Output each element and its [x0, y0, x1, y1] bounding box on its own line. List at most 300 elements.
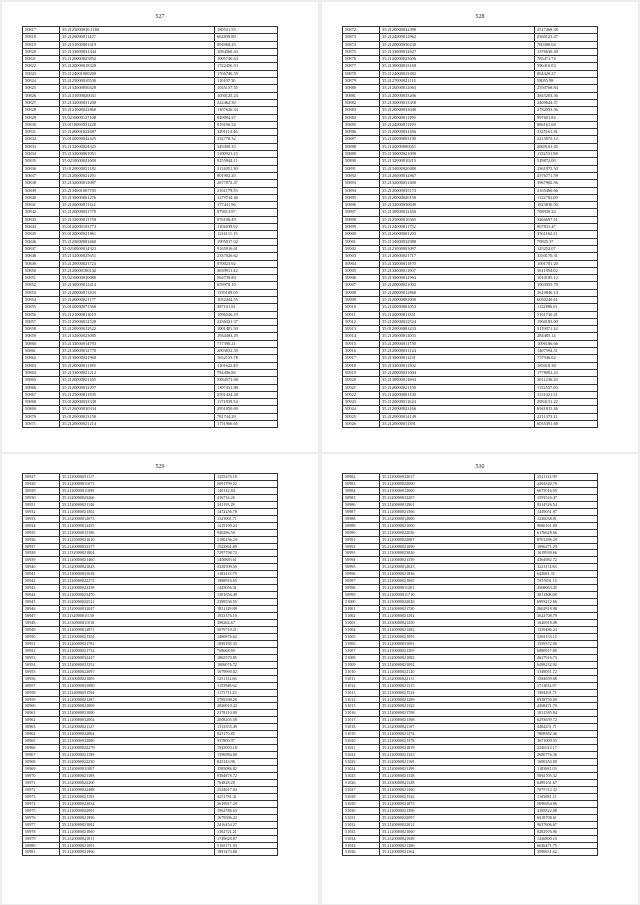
- table-row: [343, 828, 598, 835]
- amount-cell: 864420.27: [535, 70, 598, 77]
- reference-cell: 35.0120000021861: [60, 231, 215, 238]
- amount-cell: 1279734.46: [215, 194, 278, 201]
- amount-cell: 2389536.55: [215, 599, 278, 606]
- table-row: [23, 275, 278, 282]
- row-id-cell: 51027: [343, 786, 380, 793]
- reference-cell: 35.2120000011090: [60, 487, 215, 494]
- row-id-cell: 50823: [23, 70, 60, 77]
- reference-cell: 35.2120000012860: [380, 289, 535, 296]
- amount-cell: 4251781.41: [215, 793, 278, 800]
- amount-cell: 564739.80: [215, 275, 278, 282]
- table-row: [343, 571, 598, 578]
- row-id-cell: 50996: [343, 571, 380, 578]
- table-row: [23, 807, 278, 814]
- table-row: [23, 821, 278, 828]
- reference-cell: 35.2120000011624: [380, 399, 535, 406]
- amount-cell: 1445056.31: [215, 585, 278, 592]
- amount-cell: 1052444.55: [215, 296, 278, 303]
- reference-cell: 35.2120000022111: [380, 675, 535, 682]
- table-row: [23, 326, 278, 333]
- amount-cell: 79825.37: [535, 238, 598, 245]
- table-row: [23, 41, 278, 48]
- amount-cell: 177441.96: [215, 202, 278, 209]
- amount-cell: 6893212.66: [535, 599, 598, 606]
- amount-cell: 5263133.12: [535, 633, 598, 640]
- table-row: [343, 238, 598, 245]
- table-row: [343, 613, 598, 620]
- row-id-cell: 50859: [23, 333, 60, 340]
- row-id-cell: 51006: [343, 640, 380, 647]
- reference-cell: 35.2120000022230: [60, 759, 215, 766]
- reference-cell: 35.2120000021069: [60, 703, 215, 710]
- reference-cell: 35.2130000011694: [380, 377, 535, 384]
- row-id-cell: 51002: [343, 613, 380, 620]
- table-row: [343, 129, 598, 136]
- table-row: [23, 202, 278, 209]
- amount-cell: 3845203.36: [535, 92, 598, 99]
- reference-cell: 35.2120000021906: [60, 849, 215, 856]
- row-id-cell: 50866: [23, 384, 60, 391]
- reference-cell: 35.2130000021328: [380, 779, 535, 786]
- data-table: [22, 473, 278, 856]
- table-row: [23, 180, 278, 187]
- amount-cell: 110107.30: [215, 78, 278, 85]
- table-row: [343, 536, 598, 543]
- table-row: [343, 731, 598, 738]
- table-row: [343, 647, 598, 654]
- table-row: [343, 759, 598, 766]
- reference-cell: 35.2120000022000: [380, 480, 535, 487]
- table-row: [23, 63, 278, 70]
- amount-cell: 1923376.10: [215, 613, 278, 620]
- row-id-cell: 50975: [23, 807, 60, 814]
- amount-cell: 1031585.84: [535, 710, 598, 717]
- amount-cell: 5161730.41: [535, 311, 598, 318]
- row-id-cell: 50903: [343, 253, 380, 260]
- amount-cell: 1994201.71: [535, 689, 598, 696]
- row-id-cell: 50846: [23, 238, 60, 245]
- reference-cell: 35.2130000021090: [380, 151, 535, 158]
- reference-cell: 35.2120000011203: [60, 289, 215, 296]
- amount-cell: 6958750.00: [535, 696, 598, 703]
- data-table: [342, 473, 598, 856]
- table-row: [343, 107, 598, 114]
- row-id-cell: 50836: [23, 165, 60, 172]
- table-row: [23, 391, 278, 398]
- table-row: [343, 849, 598, 856]
- table-row: [343, 494, 598, 501]
- row-id-cell: 50819: [23, 41, 60, 48]
- table-row: [343, 282, 598, 289]
- reference-cell: 35.2120000012871: [60, 626, 215, 633]
- row-id-cell: 51020: [343, 738, 380, 745]
- row-id-cell: 50863: [23, 362, 60, 369]
- amount-cell: 1307626.34: [215, 107, 278, 114]
- reference-cell: 35.2120000012025: [380, 564, 535, 571]
- amount-cell: 768939.24: [535, 209, 598, 216]
- row-id-cell: 50910: [343, 304, 380, 311]
- amount-cell: 58055.98: [535, 78, 598, 85]
- document-page: [2, 454, 318, 904]
- table-row: [23, 689, 278, 696]
- reference-cell: 35.2130000013168: [380, 63, 535, 70]
- row-id-cell: 50989: [343, 522, 380, 529]
- document-page: [322, 2, 638, 452]
- table-row: [23, 766, 278, 773]
- table-row: [343, 766, 598, 773]
- reference-cell: 35.2131000020041: [60, 92, 215, 99]
- table-row: [343, 515, 598, 522]
- reference-cell: 35.2130000012450: [380, 209, 535, 216]
- amount-cell: 901902.20: [215, 172, 278, 179]
- row-id-cell: 50868: [23, 399, 60, 406]
- table-row: [343, 550, 598, 557]
- amount-cell: 5092705.32: [535, 772, 598, 779]
- reference-cell: 35.2120000032047: [60, 606, 215, 613]
- amount-cell: 1122781.09: [535, 194, 598, 201]
- amount-cell: 222462.30: [215, 99, 278, 106]
- table-row: [23, 318, 278, 325]
- row-id-cell: 50844: [23, 224, 60, 231]
- amount-cell: 1449051.97: [535, 508, 598, 515]
- amount-cell: 1593516.47: [535, 494, 598, 501]
- table-row: [23, 752, 278, 759]
- amount-cell: 3639911.42: [215, 267, 278, 274]
- table-row: [343, 620, 598, 627]
- reference-cell: 35.2134000032988: [380, 238, 535, 245]
- amount-cell: 2161179.55: [215, 187, 278, 194]
- row-id-cell: 51017: [343, 717, 380, 724]
- reference-cell: 35.2120000031779: [60, 209, 215, 216]
- reference-cell: 35.2120000011071: [60, 480, 215, 487]
- table-row: [23, 187, 278, 194]
- table-row: [343, 599, 598, 606]
- amount-cell: 1105081.11: [535, 793, 598, 800]
- reference-cell: 35.2120000032390: [380, 27, 535, 34]
- reference-cell: 35.2132000010215: [380, 158, 535, 165]
- table-row: [23, 260, 278, 267]
- amount-cell: 1415199.24: [215, 522, 278, 529]
- reference-cell: 35.2120000021328: [380, 772, 535, 779]
- amount-cell: 3266697.51: [535, 216, 598, 223]
- reference-cell: 35.2120000018328: [60, 63, 215, 70]
- reference-cell: 35.2130000012414: [60, 282, 215, 289]
- reference-cell: 35.2130000012000: [380, 487, 535, 494]
- amount-cell: 2951050.69: [215, 406, 278, 413]
- amount-cell: 3119071.34: [535, 326, 598, 333]
- document-page: [2, 2, 318, 452]
- row-id-cell: 50828: [23, 107, 60, 114]
- table-row: [343, 578, 598, 585]
- amount-cell: 1472256.78: [215, 508, 278, 515]
- row-id-cell: 50914: [343, 333, 380, 340]
- amount-cell: 2576771.59: [535, 172, 598, 179]
- amount-cell: 784406.86: [215, 369, 278, 376]
- amount-cell: 2826910.42: [215, 703, 278, 710]
- table-row: [23, 92, 278, 99]
- table-row: [23, 56, 278, 63]
- table-row: [343, 668, 598, 675]
- amount-cell: 3329599.50: [215, 564, 278, 571]
- table-row: [343, 326, 598, 333]
- table-row: [23, 296, 278, 303]
- amount-cell: 2378210.00: [215, 710, 278, 717]
- row-id-cell: 50906: [343, 275, 380, 282]
- row-id-cell: 50822: [23, 63, 60, 70]
- row-id-cell: 50923: [343, 399, 380, 406]
- amount-cell: 8701286.29: [535, 536, 598, 543]
- reference-cell: 35.2120000022091: [60, 807, 215, 814]
- reference-cell: 35.2120000021189: [60, 752, 215, 759]
- row-id-cell: 50847: [23, 245, 60, 252]
- reference-cell: 35.2120000023158: [60, 585, 215, 592]
- amount-cell: 1226038.81: [535, 515, 598, 522]
- table-row: [23, 413, 278, 420]
- table-row: [23, 224, 278, 231]
- table-row: [343, 710, 598, 717]
- row-id-cell: 50852: [23, 282, 60, 289]
- table-row: [343, 136, 598, 143]
- amount-cell: 1480876.62: [215, 633, 278, 640]
- table-row: [343, 717, 598, 724]
- table-row: [23, 724, 278, 731]
- amount-cell: 879013.97: [215, 209, 278, 216]
- amount-cell: 2211373.21: [535, 413, 598, 420]
- row-id-cell: 50966: [23, 745, 60, 752]
- row-id-cell: 50858: [23, 326, 60, 333]
- table-row: [23, 289, 278, 296]
- reference-cell: 35.2130000032080: [60, 738, 215, 745]
- row-id-cell: 50886: [343, 129, 380, 136]
- table-row: [343, 304, 598, 311]
- reference-cell: 35.2120000021214: [60, 421, 215, 428]
- row-id-cell: 50982: [343, 474, 380, 481]
- row-id-cell: 50837: [23, 172, 60, 179]
- row-id-cell: 51022: [343, 752, 380, 759]
- row-id-cell: 50926: [343, 421, 380, 428]
- row-id-cell: 50864: [23, 369, 60, 376]
- amount-cell: 1549051.72: [535, 668, 598, 675]
- reference-cell: 35.2126000021150: [380, 384, 535, 391]
- row-id-cell: 50870: [23, 413, 60, 420]
- table-row: [23, 738, 278, 745]
- table-row: [343, 34, 598, 41]
- row-id-cell: 51007: [343, 647, 380, 654]
- row-id-cell: 50871: [23, 421, 60, 428]
- reference-cell: 35.2120000012961: [380, 501, 535, 508]
- table-row: [343, 399, 598, 406]
- row-id-cell: 51019: [343, 731, 380, 738]
- reference-cell: 35.2120000012073: [60, 515, 215, 522]
- reference-cell: 35.2132000051200: [60, 99, 215, 106]
- amount-cell: 2789398.26: [215, 696, 278, 703]
- table-row: [343, 245, 598, 252]
- reference-cell: 35.2120000011199: [380, 114, 535, 121]
- reference-cell: 35.2120000021091: [60, 842, 215, 849]
- table-row: [23, 480, 278, 487]
- row-id-cell: 50892: [343, 172, 380, 179]
- amount-cell: 843143.96: [215, 759, 278, 766]
- row-id-cell: 50950: [23, 633, 60, 640]
- reference-cell: 35.2130000021005: [60, 675, 215, 682]
- row-id-cell: 50841: [23, 202, 60, 209]
- reference-cell: 35.2120000011391: [380, 421, 535, 428]
- amount-cell: 1903955.79: [535, 282, 598, 289]
- table-row: [343, 216, 598, 223]
- amount-cell: 3114051.30: [215, 165, 278, 172]
- row-id-cell: 50935: [23, 529, 60, 536]
- amount-cell: 3622708.79: [535, 613, 598, 620]
- reference-cell: 35.2130000013358: [380, 99, 535, 106]
- row-id-cell: 50849: [23, 260, 60, 267]
- amount-cell: 1766746.55: [215, 70, 278, 77]
- row-id-cell: 50969: [23, 766, 60, 773]
- table-row: [23, 107, 278, 114]
- row-id-cell: 50948: [23, 620, 60, 627]
- reference-cell: 35.2126000012867: [380, 172, 535, 179]
- amount-cell: 1001781.20: [535, 260, 598, 267]
- row-id-cell: 50857: [23, 318, 60, 325]
- table-row: [343, 158, 598, 165]
- table-row: [343, 209, 598, 216]
- row-id-cell: 50829: [23, 114, 60, 121]
- table-row: [343, 474, 598, 481]
- reference-cell: 35.0210000021600: [60, 158, 215, 165]
- amount-cell: 2521122.99: [535, 474, 598, 481]
- amount-cell: 2236321.37: [215, 318, 278, 325]
- amount-cell: 9384878.72: [215, 772, 278, 779]
- amount-cell: 2591424.28: [215, 391, 278, 398]
- row-id-cell: 50900: [343, 231, 380, 238]
- row-id-cell: 50964: [23, 731, 60, 738]
- amount-cell: 1620918.08: [535, 620, 598, 627]
- amount-cell: 1102039.02: [215, 224, 278, 231]
- row-id-cell: 50860: [23, 340, 60, 347]
- table-row: [343, 202, 598, 209]
- reference-cell: 35.2130000021996: [60, 814, 215, 821]
- amount-cell: 3561162.21: [535, 231, 598, 238]
- amount-cell: 416734.26: [215, 494, 278, 501]
- row-id-cell: 51036: [343, 849, 380, 856]
- table-row: [23, 253, 278, 260]
- table-row: [23, 828, 278, 835]
- reference-cell: 35.2120000032002: [60, 717, 215, 724]
- table-row: [23, 647, 278, 654]
- row-id-cell: 51035: [343, 842, 380, 849]
- table-row: [343, 752, 598, 759]
- row-id-cell: 50851: [23, 275, 60, 282]
- amount-cell: 9255944.11: [215, 158, 278, 165]
- reference-cell: 35.2120000021374: [380, 731, 535, 738]
- reference-cell: 35.2120000100142: [60, 267, 215, 274]
- reference-cell: 35.2120000032017: [380, 474, 535, 481]
- reference-cell: 35.2120000021811: [60, 835, 215, 842]
- row-id-cell: 50890: [343, 158, 380, 165]
- row-id-cell: 50887: [343, 136, 380, 143]
- row-id-cell: 50980: [23, 842, 60, 849]
- amount-cell: 5096954.96: [535, 800, 598, 807]
- reference-cell: 35.2132000014793: [60, 340, 215, 347]
- table-row: [343, 508, 598, 515]
- row-id-cell: 50856: [23, 311, 60, 318]
- row-id-cell: 50981: [23, 849, 60, 856]
- amount-cell: 1619930.66: [535, 550, 598, 557]
- reference-cell: 35.2125000010530: [60, 78, 215, 85]
- amount-cell: 7297798.72: [215, 550, 278, 557]
- row-id-cell: 50925: [343, 413, 380, 420]
- reference-cell: 35.2132000021804: [60, 550, 215, 557]
- reference-cell: 35.2132000025651: [60, 253, 215, 260]
- row-id-cell: 50941: [23, 571, 60, 578]
- table-row: [343, 377, 598, 384]
- table-row: [343, 522, 598, 529]
- table-row: [343, 362, 598, 369]
- reference-cell: 35.2132000030049: [380, 202, 535, 209]
- table-row: [23, 585, 278, 592]
- row-id-cell: 50826: [23, 92, 60, 99]
- amount-cell: 2610846.14: [535, 289, 598, 296]
- reference-cell: 35.0120000001233: [380, 326, 535, 333]
- table-row: [23, 571, 278, 578]
- reference-cell: 35.2130000021305: [380, 647, 535, 654]
- row-id-cell: 50978: [23, 828, 60, 835]
- reference-cell: 35.2120000033040: [380, 107, 535, 114]
- reference-cell: 35.2132000050428: [60, 85, 215, 92]
- reference-cell: 35.2120000011201: [380, 585, 535, 592]
- row-id-cell: 50904: [343, 260, 380, 267]
- amount-cell: 886161.68: [535, 121, 598, 128]
- table-row: [23, 779, 278, 786]
- table-row: [343, 682, 598, 689]
- row-id-cell: 50986: [343, 501, 380, 508]
- row-id-cell: 50999: [343, 592, 380, 599]
- table-row: [23, 536, 278, 543]
- amount-cell: 642681.31: [535, 571, 598, 578]
- amount-cell: 1084560.43: [215, 48, 278, 55]
- table-row: [343, 501, 598, 508]
- amount-cell: 1396984.00: [215, 752, 278, 759]
- table-row: [343, 793, 598, 800]
- amount-cell: 2324617.04: [215, 786, 278, 793]
- row-id-cell: 50865: [23, 377, 60, 384]
- amount-cell: 6018708.61: [535, 814, 598, 821]
- table-row: [343, 172, 598, 179]
- table-row: [23, 143, 278, 150]
- reference-cell: 35.2130000011231: [380, 355, 535, 362]
- reference-cell: 35.2120000021000: [380, 522, 535, 529]
- amount-cell: 4627916.73: [535, 654, 598, 661]
- reference-cell: 35.2120000021292: [380, 613, 535, 620]
- row-id-cell: 50960: [23, 703, 60, 710]
- table-row: [23, 209, 278, 216]
- table-row: [343, 70, 598, 77]
- reference-cell: 35.2123000003097: [380, 245, 535, 252]
- reference-cell: 35.2120000021819: [380, 745, 535, 752]
- table-row: [23, 522, 278, 529]
- table-row: [343, 661, 598, 668]
- row-id-cell: 50839: [23, 187, 60, 194]
- table-row: [23, 578, 278, 585]
- row-id-cell: 50988: [343, 515, 380, 522]
- reference-cell: 35.2120000021096: [380, 543, 535, 550]
- amount-cell: 9686161.00: [535, 522, 598, 529]
- table-row: [23, 121, 278, 128]
- row-id-cell: 50874: [343, 41, 380, 48]
- reference-cell: 35.2120000021389: [380, 696, 535, 703]
- reference-cell: 35.2120000021201: [60, 172, 215, 179]
- reference-cell: 35.2125000010365: [380, 216, 535, 223]
- row-id-cell: 50958: [23, 689, 60, 696]
